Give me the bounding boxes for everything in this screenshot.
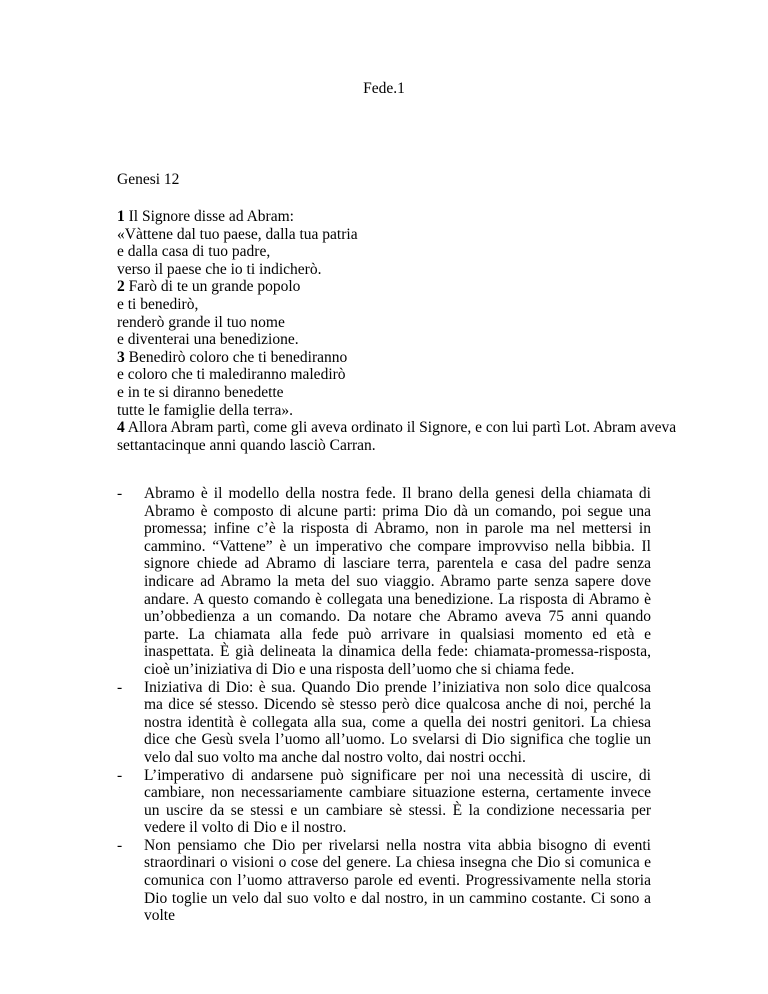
bullet-marker: - — [117, 678, 123, 696]
list-item — [117, 837, 651, 925]
verse-line: renderò grande il tuo nome — [117, 313, 285, 331]
verse-paragraph — [117, 419, 697, 454]
section-title: Genesi 12 — [117, 171, 180, 188]
bullet-marker: - — [117, 485, 123, 502]
list-item — [117, 485, 651, 679]
verse-line: «Vàttene dal tuo paese, dalla tua patria — [117, 225, 358, 243]
verse-text: Benedirò coloro che ti benediranno — [128, 348, 348, 366]
verse-text: Farò di te un grande popolo — [128, 278, 301, 296]
verse-line: tutte le famiglie della terra». — [117, 401, 294, 419]
verse-line: e ti benedirò, — [117, 295, 199, 313]
verse-text: Il Signore disse ad Abram: — [128, 208, 294, 225]
verse-line — [117, 349, 697, 367]
bullet-marker: - — [117, 766, 123, 784]
verse-line: e in te si diranno benedette — [117, 383, 284, 401]
list-item — [117, 767, 651, 837]
list-item-text: Abramo è il modello della nostra fede. Il brano della genesi della chiamata di Abramo è composto di alcune parti: prima Dio dà un comando, poi segue una promessa; infine c’è la risposta di Abramo, non in parole ma nel mettersi in cammino. “Vattene” è un imperativo che compare improvviso nella bibbia. Il signore chiede ad Abramo di lasciare terra, parentela e casa del padre senza indicare ad Abramo la meta del suo viaggio. Abramo parte senza sapere dove andare. A questo comando è collegata una benedizione. La risposta di Abramo è un’obbedienza a un comando. Da notare che Abramo aveva 75 anni quando parte. La chiamata alla fede può arrivare in qualsiasi momento ed età e inaspettata. È già delineata la dinamica della fede: chiamata-promessa-risposta, cioè un’iniziativa di Dio e una risposta dell’uomo che si chiama fede. — [144, 485, 651, 678]
verse-number: 2 — [117, 278, 125, 296]
list-item-text: Iniziativa di Dio: è sua. Quando Dio prende l’iniziativa non solo dice qualcosa ma dice sé stesso. Dicendo sè stesso però dice qualcosa anche di noi, perché la nostra identità è collegata alla sua, come a quella dei nostri genitori. La chiesa dice che Gesù svela l’uomo all’uomo. Lo svelarsi di Dio significa che toglie un velo dal suo volto ma anche dal nostro volto, dai nostri occhi. — [144, 678, 651, 766]
list-item-text: Non pensiamo che Dio per rivelarsi nella nostra vita abbia bisogno di eventi straordinari o visioni o cose del genere. La chiesa insegna che Dio si comunica e comunica con l’uomo attraverso parole ed eventi. Progressivamente nella storia Dio toglie un velo dal suo volto e dal nostro, in un cammino costante. Ci sono a volte — [144, 836, 651, 925]
verse-line — [117, 278, 697, 296]
verse-text: Allora Abram partì, come gli aveva ordinato il Signore, e con lui partì Lot. Abram aveva settantacinque anni quando lasciò Carran. — [117, 419, 677, 454]
verse-line — [117, 208, 697, 226]
bullet-marker: - — [117, 836, 123, 854]
verse-line: verso il paese che io ti indicherò. — [117, 260, 322, 278]
verse-number: 4 — [117, 419, 125, 437]
verse-number: 3 — [117, 348, 125, 366]
page-header: Fede.1 — [363, 80, 405, 97]
list-item — [117, 679, 651, 767]
verse-line: e diventerai una benedizione. — [117, 331, 299, 349]
bible-passage — [117, 208, 697, 454]
list-item-text: L’imperativo di andarsene può significare per noi una necessità di uscire, di cambiare, non necessariamente cambiare situazione esterna, certamente invece un uscire da se stessi e un cambiare sè stessi. È la condizione necessaria per vedere il volto di Dio e il nostro. — [144, 766, 651, 837]
verse-number: 1 — [117, 208, 125, 225]
verse-line: e dalla casa di tuo padre, — [117, 243, 271, 261]
verse-line: e coloro che ti malediranno maledirò — [117, 366, 346, 384]
commentary-list — [117, 485, 651, 925]
